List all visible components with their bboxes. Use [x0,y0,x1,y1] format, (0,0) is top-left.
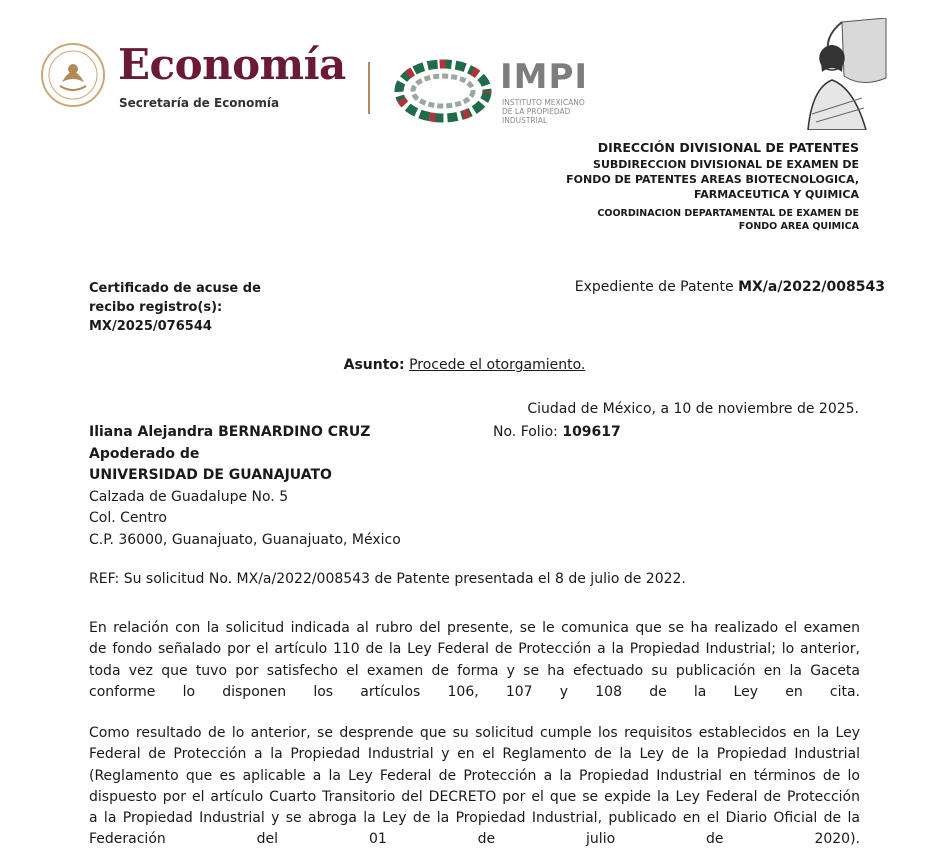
recipient-role: Apoderado de [89,445,200,462]
recipient-colonia: Col. Centro [89,510,167,526]
division-title: DIRECCIÓN DIVISIONAL DE PATENTES [597,140,859,155]
coordination-line: COORDINACION DEPARTAMENTAL DE EXAMEN DE [597,208,859,219]
certificate-line: recibo registro(s): [89,300,223,315]
economia-title: Economía [118,40,346,89]
paragraph-line: dispuesto por el artículo Cuarto Transitorio del DECRETO por el que se expide la Ley Federal de Protección [89,788,860,805]
recipient-street: Calzada de Guadalupe No. 5 [89,488,289,505]
asunto-label: Asunto: [343,357,405,373]
coordination-line: FONDO AREA QUIMICA [738,220,859,232]
subdivision-line: SUBDIRECCION DIVISIONAL DE EXAMEN DE [593,158,859,171]
paragraph-resultado [89,723,860,851]
recipient-postal: C.P. 36000, Guanajuato, Guanajuato, México [89,531,401,548]
mexican-seal-icon [40,42,106,108]
folio-label: No. Folio: [493,424,558,440]
folio [493,424,621,440]
recipient-org: UNIVERSIDAD DE GUANAJUATO [89,467,332,483]
reference-line: REF: Su solicitud No. MX/a/2022/008543 de Patente presentada el 8 de julio de 2022. [89,571,686,587]
folio-number: 109617 [562,424,621,440]
subdivision-line: FONDO DE PATENTES AREAS BIOTECNOLOGICA, [566,172,859,186]
impi-subtitle-line: INSTITUTO MEXICANO [502,98,585,107]
paragraph-line: Como resultado de lo anterior, se desprende que su solicitud cumple los requisitos establecidos en la Ley [89,725,860,741]
date-line: Ciudad de México, a 10 de noviembre de 2025. [527,401,859,417]
paragraph-line: Federación del 01 de julio de 2020). [89,831,860,848]
paragraph-line: Federal de Protección a la Propiedad Industrial y en el Reglamento de la Ley de la Propiedad Industrial [89,746,860,763]
impi-subtitle-line: DE LA PROPIEDAD [502,107,571,116]
recipient-block [89,422,401,551]
expediente [575,279,885,295]
paragraph-line: conforme lo disponen los artículos 106, 107 y 108 de la Ley en cita. [89,683,860,700]
economia-subtitle: Secretaría de Economía [119,96,280,110]
expediente-number: MX/a/2022/008543 [738,279,885,295]
asunto [0,357,929,373]
impi-subtitle [502,98,612,125]
paragraph-line: de fondo señalado por el artículo 110 de la Ley Federal de Protección a la Propiedad Industrial; lo anterior, [89,641,860,658]
certificate-line: Certificado de acuse de [89,281,261,296]
expediente-label: Expediente de Patente [574,279,734,295]
asunto-value: Procede el otorgamiento. [409,357,586,373]
paragraph-line: En relación con la solicitud indicada al rubro del presente, se le comunica que se ha realizado el examen [89,620,860,636]
certificate-block [89,279,289,336]
paragraph-line: a la Propiedad Industrial y se abroga la Ley de la Propiedad Industrial, publicado en el Diario Oficial de la [89,810,860,827]
impi-subtitle-line: INDUSTRIAL [502,116,548,125]
subdivision-line: FARMACEUTICA Y QUIMICA [693,187,859,201]
recipient-name: Iliana Alejandra BERNARDINO CRUZ [89,424,371,440]
coordination-title [597,208,859,234]
paragraph-line: (Reglamento que es aplicable a la Ley Federal de Protección a la Propiedad Industrial en términos de lo [89,767,860,784]
subdivision-title [566,158,859,203]
impi-logo-icon [394,58,492,124]
certificate-number: MX/2025/076544 [89,319,212,334]
historical-figure-flag-icon [782,18,890,130]
impi-title: IMPI [500,57,589,97]
logo-divider [368,62,370,114]
paragraph-examen [89,618,860,703]
paragraph-line: toda vez que tuvo por satisfecho el examen de forma y se ha efectuado su publicación en la Gaceta [89,662,860,679]
